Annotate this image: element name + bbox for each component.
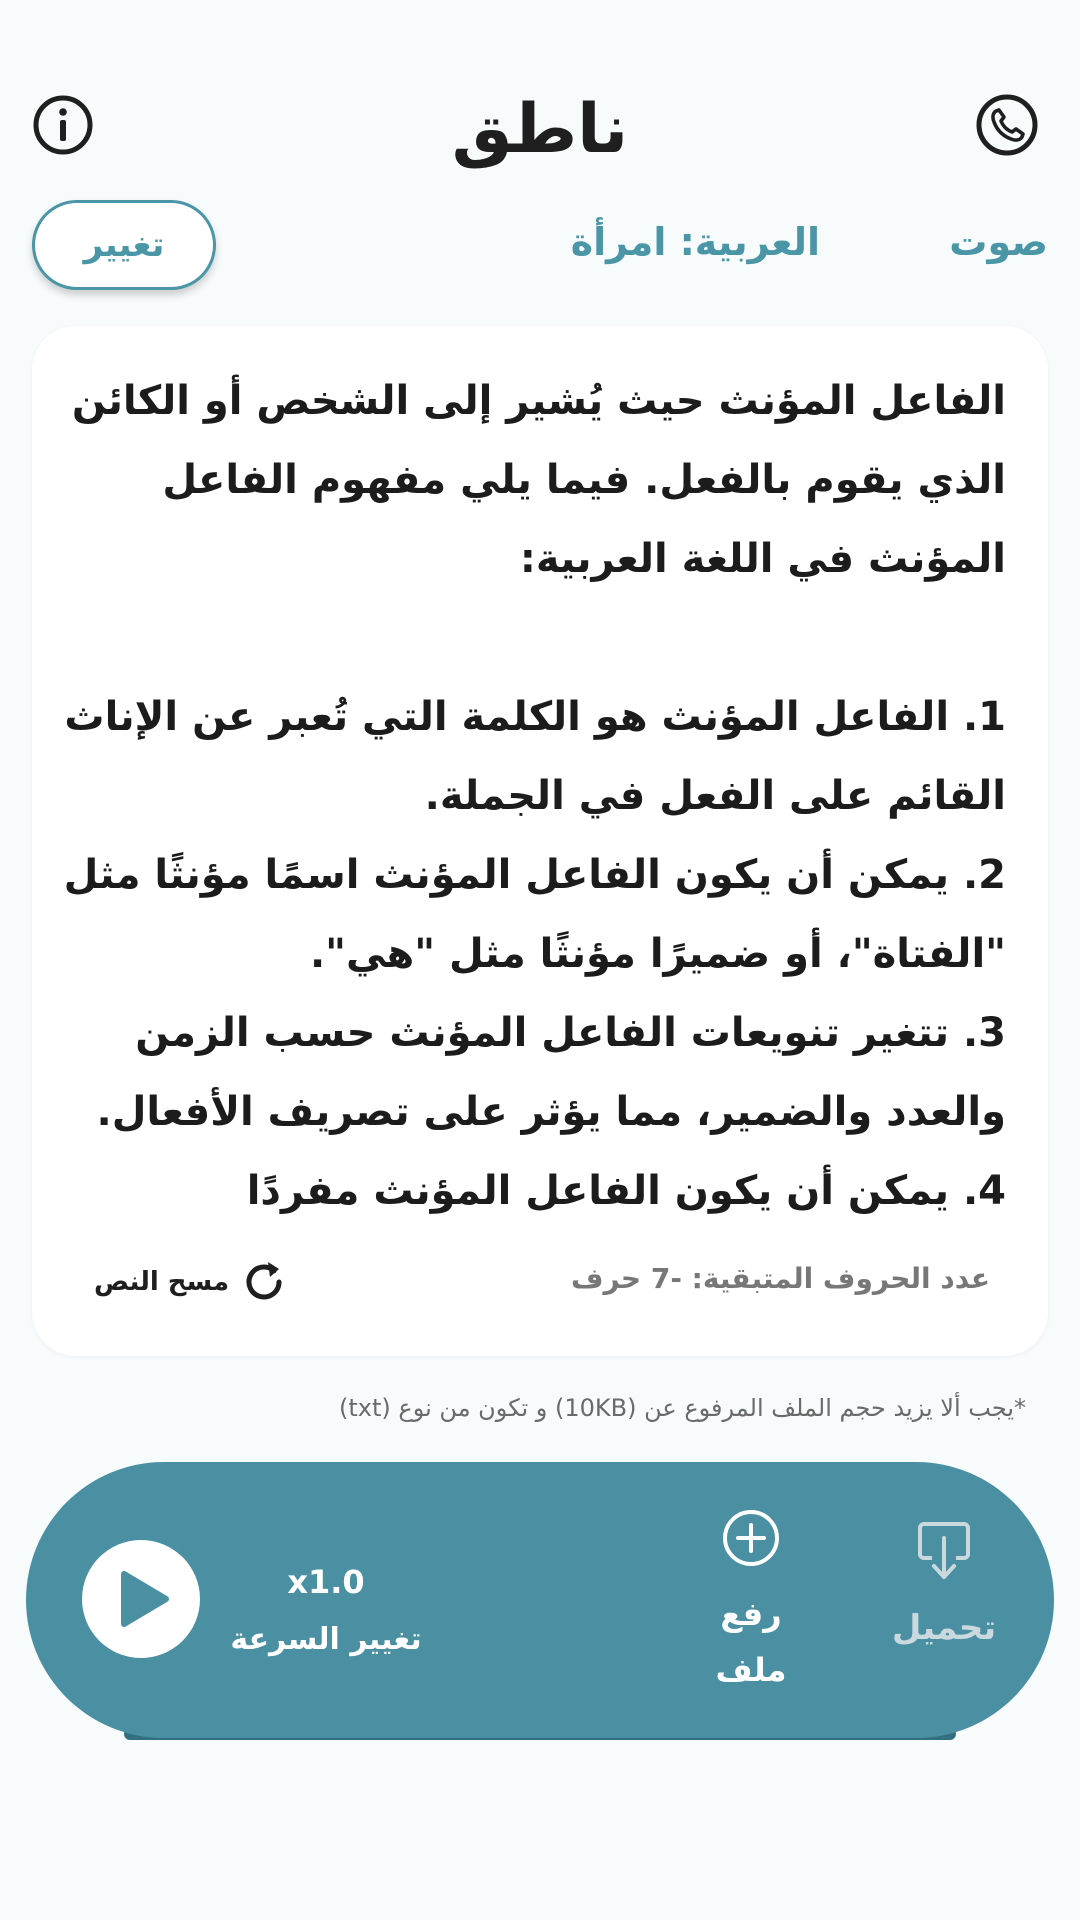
download-label: تحميل bbox=[891, 1608, 997, 1648]
play-button[interactable] bbox=[82, 1540, 200, 1658]
speed-label: تغيير السرعة bbox=[230, 1622, 422, 1657]
text-editor-card bbox=[32, 326, 1048, 1356]
phone-button[interactable] bbox=[976, 94, 1038, 156]
plus-circle-icon bbox=[721, 1508, 781, 1568]
remaining-chars: عدد الحروف المتبقية: -7 حرف bbox=[570, 1262, 990, 1295]
phone-icon bbox=[976, 94, 1038, 156]
download-icon bbox=[916, 1520, 972, 1582]
player-bar bbox=[26, 1462, 1054, 1738]
play-icon bbox=[82, 1540, 200, 1658]
speed-value: x1.0 bbox=[287, 1563, 365, 1601]
clear-text-button[interactable] bbox=[94, 1252, 289, 1312]
header bbox=[0, 70, 1080, 180]
voice-value: العربية: امرأة bbox=[570, 220, 820, 264]
clear-text-label: مسح النص bbox=[94, 1267, 230, 1297]
download-button[interactable] bbox=[864, 1520, 1024, 1648]
text-input[interactable]: الفاعل المؤنث حيث يُشير إلى الشخص أو الكائن الذي يقوم بالفعل. فيما يلي مفهوم الفاعل المؤنث في اللغة العربية: 1. الفاعل المؤنث هو الكلمة التي تُعبر عن الإناث القائم على الفعل في الجملة. 2. يمكن أن يكون الفاعل المؤنث اسمًا مؤنثًا مثل "الفتاة"، أو ضميرًا مؤنثًا مثل "هي". 3. تتغير تنويعات الفاعل المؤنث حسب الزمن والعدد والضمير، مما يؤثر على تصريف الأفعال. 4. يمكن أن يكون الفاعل المؤنث مفردًا bbox=[63, 378, 1006, 1214]
editor-footer bbox=[32, 1240, 1048, 1320]
change-voice-button[interactable]: تغيير bbox=[32, 200, 216, 290]
voice-row bbox=[0, 200, 1080, 294]
upload-file-button[interactable] bbox=[696, 1508, 806, 1698]
app-title: ناطق bbox=[451, 90, 629, 169]
refresh-icon bbox=[239, 1257, 289, 1307]
upload-file-label: رفع ملف bbox=[715, 1595, 787, 1689]
speed-button[interactable] bbox=[216, 1562, 436, 1657]
upload-note: *يجب ألا يزيد حجم الملف المرفوع عن (10KB) و تكون من نوع (txt) bbox=[339, 1394, 1026, 1422]
voice-label: صوت bbox=[949, 220, 1048, 264]
